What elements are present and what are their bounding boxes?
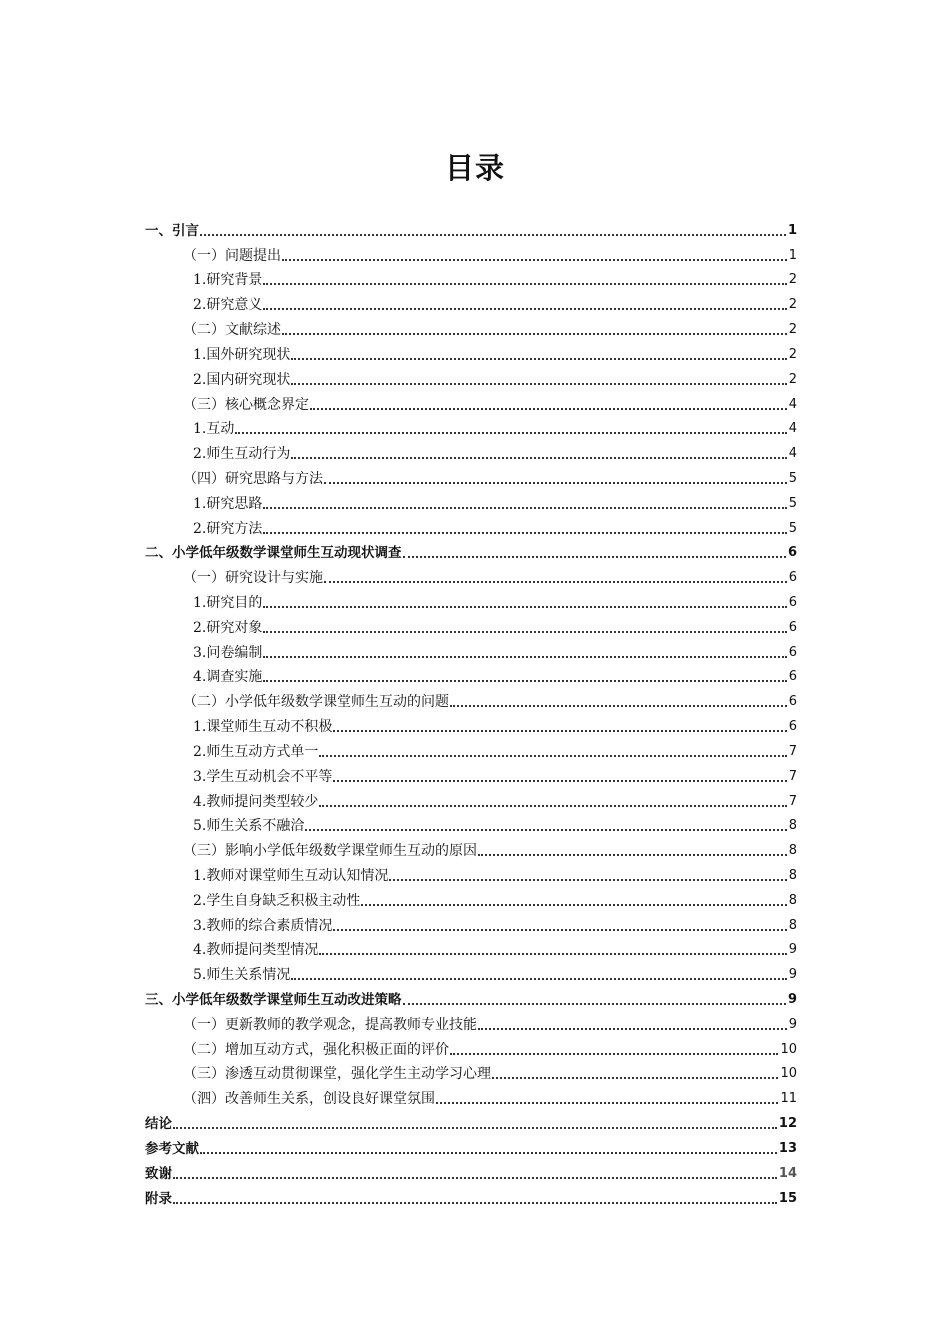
toc-entry-label: （泗）改善师生关系，创设良好课堂氛围 xyxy=(183,1091,435,1108)
toc-entry-label: （二）增加互动方式，强化积极正面的评价 xyxy=(183,1041,449,1058)
dot-leader xyxy=(436,1102,778,1104)
toc-entry[interactable] xyxy=(145,290,797,315)
toc-entry[interactable] xyxy=(145,886,797,911)
dot-leader xyxy=(478,854,787,856)
toc-entry-page-number: 11 xyxy=(780,1091,797,1107)
toc-entry-label: （三）核心概念界定 xyxy=(183,396,309,413)
toc-entry[interactable] xyxy=(145,985,797,1010)
toc-entry[interactable] xyxy=(145,1035,797,1060)
dot-leader xyxy=(319,953,786,955)
toc-entry-label: 结论 xyxy=(145,1116,172,1133)
dot-leader xyxy=(200,234,786,236)
toc-entry[interactable] xyxy=(145,439,797,464)
toc-entry-label: 3.学生互动机会不平等 xyxy=(193,768,333,785)
dot-leader xyxy=(173,1177,777,1179)
toc-entry-page-number: 9 xyxy=(788,967,797,983)
toc-entry-page-number: 2 xyxy=(788,297,797,313)
dot-leader xyxy=(319,805,786,807)
toc-entry[interactable] xyxy=(145,663,797,688)
toc-entry[interactable] xyxy=(145,241,797,266)
toc-entry-page-number: 6 xyxy=(788,619,797,635)
toc-entry-page-number: 13 xyxy=(778,1140,797,1156)
toc-entry-page-number: 4 xyxy=(788,446,797,462)
dot-leader xyxy=(389,879,786,881)
toc-entry-page-number: 9 xyxy=(788,1016,797,1032)
toc-entry-page-number: 4 xyxy=(788,396,797,412)
toc-entry[interactable] xyxy=(145,861,797,886)
toc-entry-label: 参考文献 xyxy=(145,1140,199,1157)
toc-entry[interactable] xyxy=(145,415,797,440)
toc-entry-page-number: 7 xyxy=(788,743,797,759)
toc-entry[interactable] xyxy=(145,539,797,564)
toc-entry-label: （二）文献综述 xyxy=(183,322,281,339)
toc-entry-label: 1.研究背景 xyxy=(193,272,263,289)
dot-leader xyxy=(333,780,786,782)
dot-leader xyxy=(403,556,786,558)
toc-entry-page-number: 6 xyxy=(788,669,797,685)
dot-leader xyxy=(319,755,786,757)
toc-entry[interactable] xyxy=(145,613,797,638)
toc-entry-label: （三）渗透互动贯彻课堂，强化学生主动学习心理 xyxy=(183,1066,491,1083)
toc-entry-label: （二）小学低年级数学课堂师生互动的问题 xyxy=(183,694,449,711)
dot-leader xyxy=(333,730,786,732)
toc-entry-label: 2.师生互动方式单一 xyxy=(193,743,319,760)
dot-leader xyxy=(450,1053,778,1055)
toc-entry-page-number: 12 xyxy=(778,1116,797,1132)
dot-leader xyxy=(263,532,786,534)
toc-entry[interactable] xyxy=(145,563,797,588)
toc-entry-label: 4.调查实施 xyxy=(193,669,263,686)
toc-entry-label: 1.国外研究现状 xyxy=(193,346,291,363)
toc-entry-page-number: 6 xyxy=(788,694,797,710)
toc-entry[interactable] xyxy=(145,1134,797,1159)
toc-entry-label: 1.课堂师生互动不积极 xyxy=(193,719,333,736)
dot-leader xyxy=(324,581,787,583)
toc-entry-page-number: 2 xyxy=(788,322,797,338)
dot-leader xyxy=(291,383,786,385)
toc-entry[interactable] xyxy=(145,712,797,737)
toc-entry[interactable] xyxy=(145,1184,797,1209)
dot-leader xyxy=(450,705,787,707)
toc-entry[interactable] xyxy=(145,1060,797,1085)
toc-entry-label: 4.教师提问类型较少 xyxy=(193,793,319,810)
dot-leader xyxy=(200,1152,777,1154)
dot-leader xyxy=(173,1202,777,1204)
toc-entry-page-number: 8 xyxy=(788,843,797,859)
toc-entry-page-number: 14 xyxy=(778,1165,797,1181)
toc-entry-label: 5.师生关系不融洽 xyxy=(193,818,305,835)
toc-entry[interactable] xyxy=(145,787,797,812)
toc-entry[interactable] xyxy=(145,762,797,787)
toc-entry[interactable] xyxy=(145,1084,797,1109)
toc-entry[interactable] xyxy=(145,315,797,340)
toc-entry-page-number: 15 xyxy=(778,1190,797,1206)
toc-entry-page-number: 9 xyxy=(788,942,797,958)
table-of-contents xyxy=(145,216,797,1209)
toc-entry[interactable] xyxy=(145,340,797,365)
dot-leader xyxy=(361,904,786,906)
dot-leader xyxy=(263,631,786,633)
dot-leader xyxy=(291,978,786,980)
toc-entry[interactable] xyxy=(145,812,797,837)
toc-entry[interactable] xyxy=(145,687,797,712)
toc-entry-label: （三）影响小学低年级数学课堂师生互动的原因 xyxy=(183,843,477,860)
toc-entry-page-number: 8 xyxy=(788,917,797,933)
dot-leader xyxy=(235,432,786,434)
toc-entry[interactable] xyxy=(145,638,797,663)
toc-entry-label: 4.教师提问类型情况 xyxy=(193,942,319,959)
dot-leader xyxy=(263,507,786,509)
toc-entry[interactable] xyxy=(145,1159,797,1184)
toc-entry[interactable] xyxy=(145,514,797,539)
dot-leader xyxy=(263,308,786,310)
toc-entry-label: 二、小学低年级数学课堂师生互动现状调查 xyxy=(145,545,402,562)
dot-leader xyxy=(173,1127,777,1129)
toc-entry-label: 2.国内研究现状 xyxy=(193,371,291,388)
toc-entry-page-number: 5 xyxy=(788,495,797,511)
toc-entry-page-number: 6 xyxy=(788,644,797,660)
dot-leader xyxy=(282,333,787,335)
dot-leader xyxy=(263,680,786,682)
toc-entry[interactable] xyxy=(145,464,797,489)
toc-entry-label: 附录 xyxy=(145,1190,172,1207)
dot-leader xyxy=(282,259,787,261)
toc-entry-page-number: 2 xyxy=(788,371,797,387)
toc-entry-label: 5.师生关系情况 xyxy=(193,967,291,984)
toc-entry[interactable] xyxy=(145,365,797,390)
toc-entry-label: 2.学生自身缺乏积极主动性 xyxy=(193,892,361,909)
toc-entry-page-number: 8 xyxy=(788,892,797,908)
toc-entry-page-number: 8 xyxy=(788,818,797,834)
toc-entry-label: （一）问题提出 xyxy=(183,247,281,264)
toc-entry[interactable] xyxy=(145,588,797,613)
toc-entry-label: 2.师生互动行为 xyxy=(193,446,291,463)
toc-entry-label: 三、小学低年级数学课堂师生互动改进策略 xyxy=(145,992,402,1008)
toc-entry-page-number: 5 xyxy=(788,520,797,536)
toc-entry-page-number: 9 xyxy=(787,992,797,1007)
page-title: 目录 xyxy=(444,151,505,185)
toc-entry-page-number: 10 xyxy=(780,1066,797,1082)
toc-entry-label: 1.教师对课堂师生互动认知情况 xyxy=(193,867,389,884)
toc-entry-page-number: 4 xyxy=(788,421,797,437)
toc-entry-label: 2.研究意义 xyxy=(193,297,263,314)
toc-entry[interactable] xyxy=(145,737,797,762)
dot-leader xyxy=(403,1003,786,1005)
dot-leader xyxy=(478,1028,787,1030)
toc-entry[interactable] xyxy=(145,960,797,985)
toc-entry-page-number: 10 xyxy=(780,1041,797,1057)
toc-entry[interactable] xyxy=(145,489,797,514)
dot-leader xyxy=(291,358,786,360)
toc-entry[interactable] xyxy=(145,390,797,415)
toc-entry-page-number: 6 xyxy=(788,570,797,586)
toc-entry[interactable] xyxy=(145,216,797,241)
toc-entry-page-number: 6 xyxy=(788,719,797,735)
toc-entry-label: 2.研究对象 xyxy=(193,619,263,636)
toc-entry-label: 致谢 xyxy=(145,1165,172,1182)
toc-entry-page-number: 6 xyxy=(788,595,797,610)
toc-entry[interactable] xyxy=(145,1010,797,1035)
toc-entry-label: （一）研究设计与实施 xyxy=(183,570,323,587)
toc-entry-label: 1.互动 xyxy=(193,421,235,438)
toc-entry-label: 3.教师的综合素质情况 xyxy=(193,917,333,934)
toc-entry-page-number: 5 xyxy=(788,470,797,486)
toc-entry-page-number: 1 xyxy=(788,247,797,263)
dot-leader xyxy=(333,929,786,931)
toc-entry-page-number: 2 xyxy=(788,272,797,288)
toc-entry[interactable] xyxy=(145,836,797,861)
toc-entry[interactable] xyxy=(145,936,797,961)
dot-leader xyxy=(492,1077,778,1079)
toc-entry-page-number: 7 xyxy=(788,768,797,784)
toc-entry-label: 1.研究思路 xyxy=(193,495,263,512)
dot-leader xyxy=(324,482,787,484)
toc-entry-page-number: 6 xyxy=(787,545,797,561)
toc-entry-page-number: 2 xyxy=(788,346,797,362)
dot-leader xyxy=(310,408,787,410)
dot-leader xyxy=(305,829,786,831)
toc-entry-page-number: 1 xyxy=(787,222,797,238)
toc-entry[interactable] xyxy=(145,911,797,936)
toc-entry-label: （四）研究思路与方法 xyxy=(183,470,323,487)
toc-entry[interactable] xyxy=(145,1109,797,1134)
dot-leader xyxy=(263,656,786,658)
toc-entry[interactable] xyxy=(145,266,797,291)
toc-entry-label: 1.研究目的 xyxy=(193,595,263,611)
toc-entry-label: 一、引言 xyxy=(145,222,199,239)
toc-entry-page-number: 8 xyxy=(788,867,797,883)
toc-entry-page-number: 7 xyxy=(788,793,797,809)
toc-entry-label: 3.问卷编制 xyxy=(193,644,263,661)
dot-leader xyxy=(291,457,786,459)
dot-leader xyxy=(263,283,786,285)
toc-entry-label: 2.研究方法 xyxy=(193,520,263,537)
toc-entry-label: （一）更新教师的教学观念，提高教师专业技能 xyxy=(183,1016,477,1033)
dot-leader xyxy=(263,606,786,608)
